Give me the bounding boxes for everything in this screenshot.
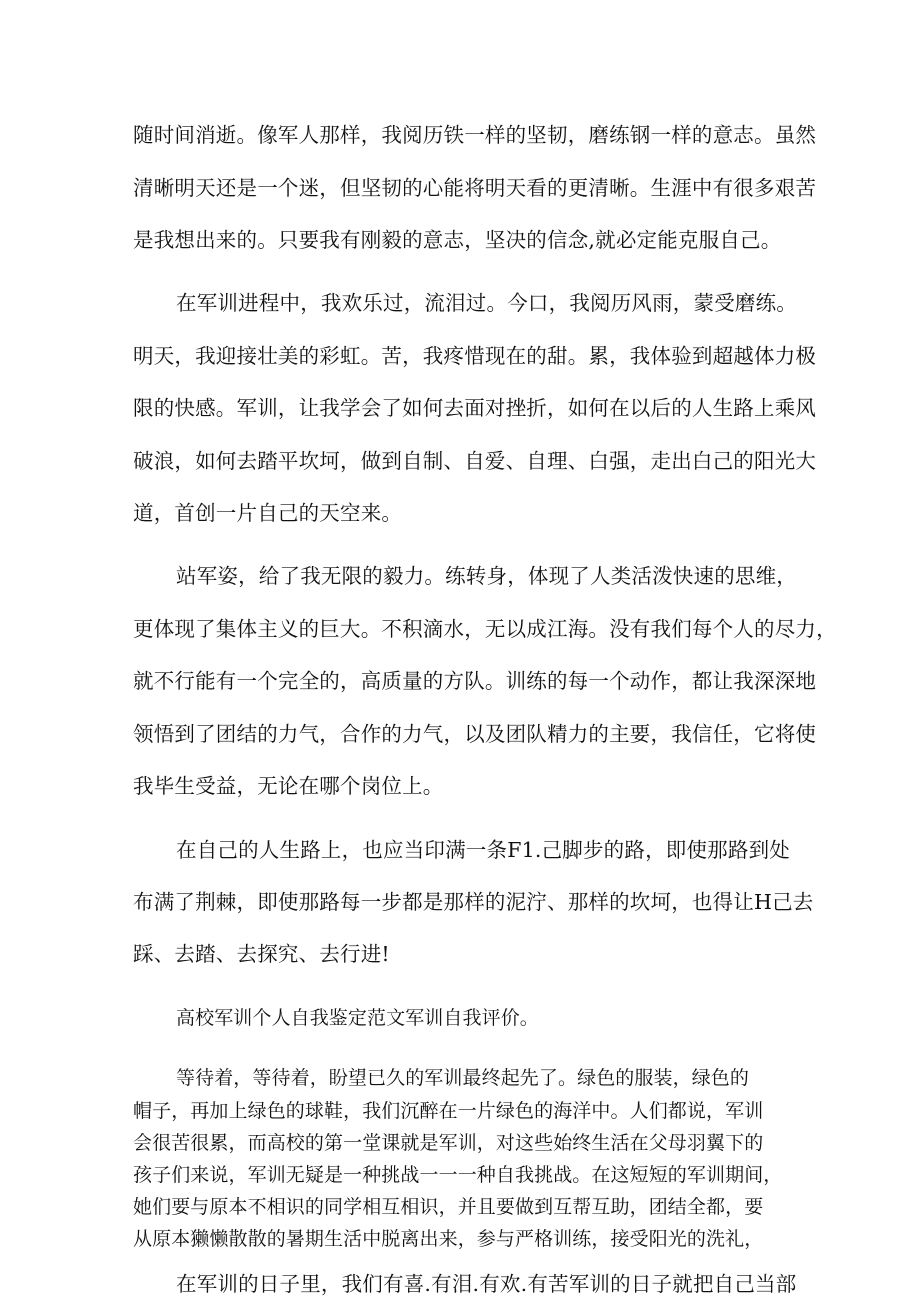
- paragraph-6-line-6: 从原本獭懒散散的暑期生活中脱离出来，参与严格训练，接受阳光的洗礼，: [133, 1228, 764, 1250]
- paragraph-4-line-1: 在自己的人生路上，也应当印满一条F1.己脚步的路，即使那路到处: [176, 838, 790, 862]
- paragraph-6-line-5: 她们要与原本不相识的同学相互相识，并且要做到互帮互助，团结全都，要: [133, 1196, 764, 1218]
- paragraph-4-line-2: 布满了荆棘，即使那路每一步都是那样的泥泞、那样的坎坷，也得让H己去: [133, 890, 814, 914]
- paragraph-6-line-3: 会很苦很累，而高校的第一堂课就是军训，对这些始终生活在父母羽翼下的: [133, 1132, 764, 1154]
- paragraph-6-line-2: 帽子，再加上绿色的球鞋，我们沉醉在一片绿色的海洋中。人们都说，军训: [133, 1100, 764, 1122]
- section-title: 高校军训个人自我鉴定范文军训自我评价。: [176, 1007, 539, 1029]
- paragraph-2-line-5: 道，首创一片自己的天空来。: [133, 501, 403, 525]
- paragraph-3-line-3: 就不行能有一个完全的，高质量的方队。训练的每一个动作，都让我深深地: [133, 669, 817, 693]
- paragraph-2-line-2: 明天，我迎接壮美的彩虹。苦，我疼惜现在的甜。累，我体验到超越体力极: [133, 344, 817, 368]
- paragraph-6-line-1: 等待着，等待着，盼望已久的军训最终起先了。绿色的服装，绿色的: [176, 1067, 750, 1089]
- paragraph-7-line-1: 在军训的日子里，我们有喜.有泪.有欢.有苦军训的日子就把自己当部: [176, 1272, 797, 1296]
- paragraph-4-line-3: 踩、去踏、去探究、去行进!: [133, 942, 390, 966]
- paragraph-1-line-2: 清晰明天还是一个迷，但坚韧的心能将明天看的更清晰。生涯中有很多艰苦: [133, 176, 817, 200]
- paragraph-2-line-3: 限的快感。军训，让我学会了如何去面对挫折，如何在以后的人生路上乘风: [133, 396, 817, 420]
- paragraph-2-line-4: 破浪，如何去踏平坎坷，做到自制、自爱、自理、白强，走出白己的阳光大: [133, 449, 817, 473]
- paragraph-3-line-1: 站军姿，给了我无限的毅力。练转身，体现了人类活泼快速的思维，: [176, 564, 797, 588]
- paragraph-3-line-4: 领悟到了团结的力气，合作的力气，以及团队精力的主要，我信任，它将使: [133, 722, 817, 746]
- paragraph-3-line-2: 更体现了集体主义的巨大。不积滴水，无以成江海。没有我们每个人的尽力，: [133, 617, 837, 641]
- paragraph-3-line-5: 我毕生受益，无论在哪个岗位上。: [133, 774, 444, 798]
- paragraph-2-line-1: 在军训进程中，我欢乐过，流泪过。今口，我阅历风雨，蒙受磨练。: [176, 291, 797, 315]
- paragraph-6-line-4: 孩子们来说，军训无疑是一种挑战一一一种自我挑战。在这短短的军训期间，: [133, 1164, 783, 1186]
- paragraph-1-line-1: 随时间消逝。像军人那样，我阅历铁一样的坚韧，磨练钢一样的意志。虽然: [133, 123, 817, 147]
- paragraph-1-line-3: 是我想出来的。只要我有刚毅的意志，坚决的信念,就必定能克服自己。: [133, 228, 782, 252]
